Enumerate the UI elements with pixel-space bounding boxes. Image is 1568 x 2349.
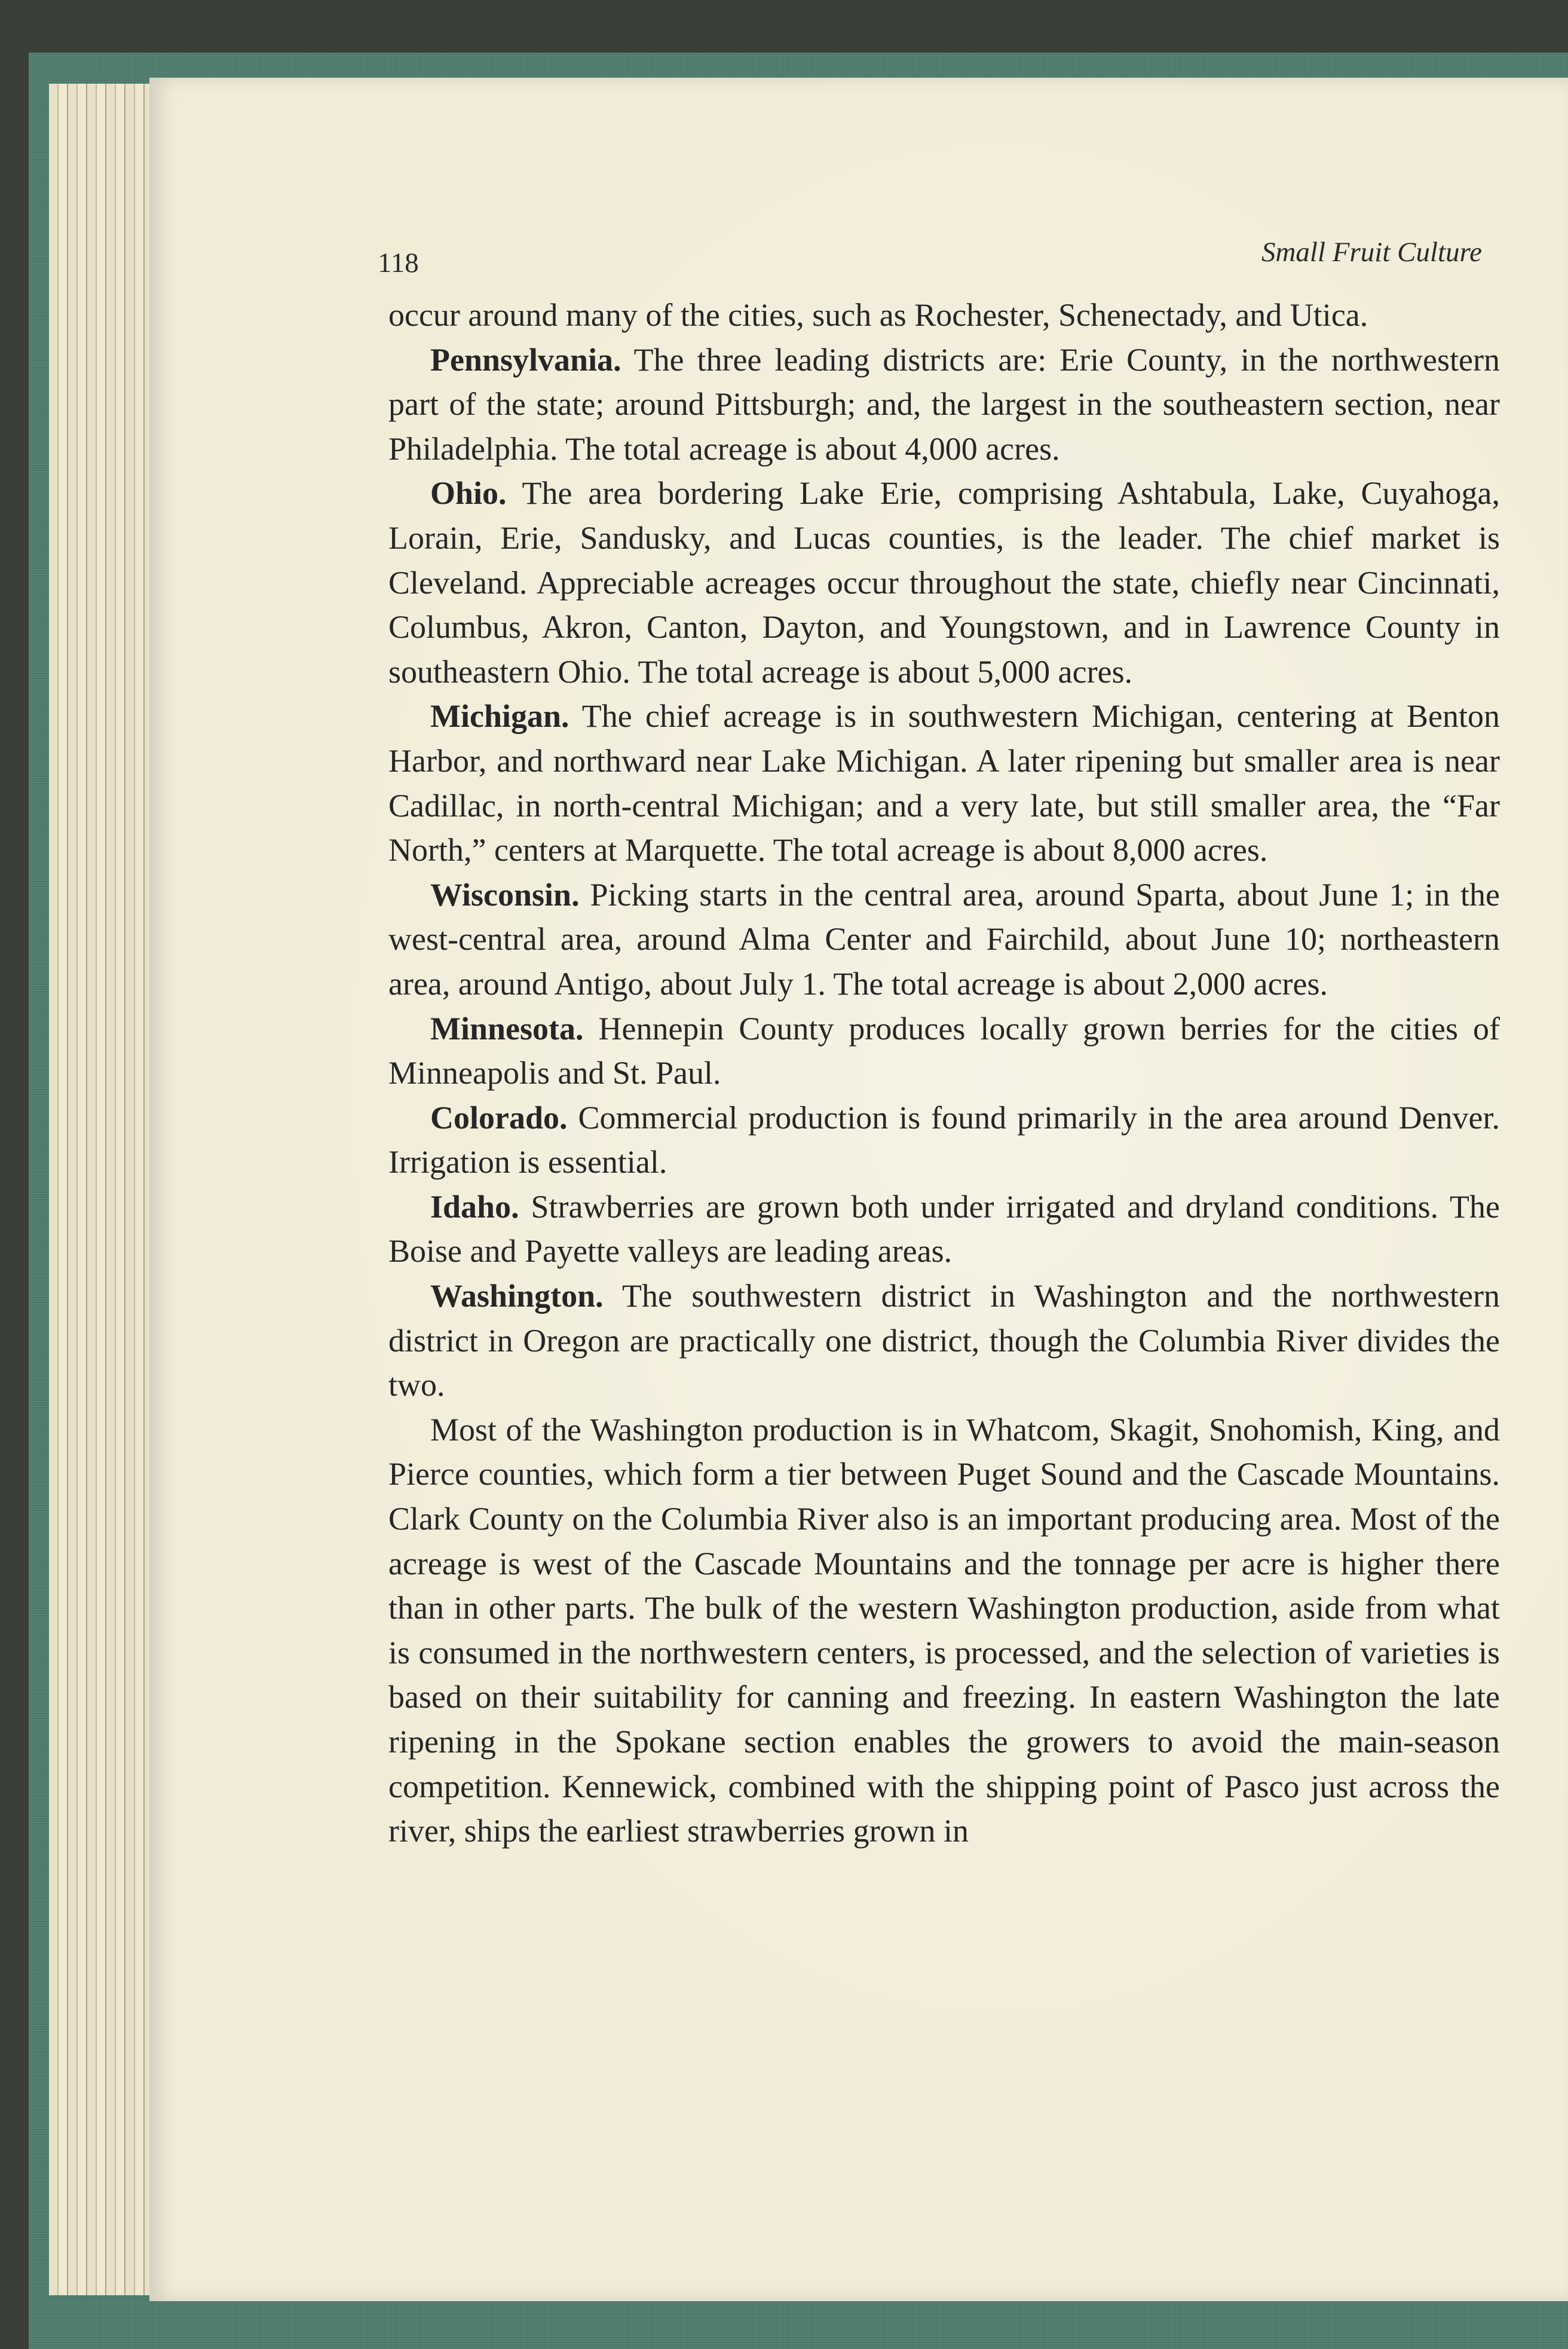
paragraph-text: The southwestern district in Washington and the northwestern district in Oregon are practically one district, though the Columbia River divides the two. (388, 1278, 1500, 1403)
paragraph-continuation (388, 293, 1500, 338)
paragraph-text: Hennepin County produces locally grown berries for the cities of Minneapolis and St. Paul. (388, 1010, 1500, 1091)
paragraph-text: occur around many of the cities, such as Rochester, Schenectady, and Utica. (388, 297, 1368, 333)
paragraph-text: Commercial production is found primarily in the area around Denver. Irrigation is essential. (388, 1099, 1500, 1180)
paragraph-text: The chief acreage is in southwestern Michigan, centering at Benton Harbor, and northward near Lake Michigan. A later ripening but smaller area is near Cadillac, in north-central Michigan; and a very late, but still smaller area, the “Far North,” centers at Marquette. The total acreage is about 8,000 acres. (388, 698, 1500, 868)
paragraph-text: The area bordering Lake Erie, comprising Ashtabula, Lake, Cuyahoga, Lorain, Erie, Sandusky, and Lucas counties, is the leader. The chief market is Cleveland. Appreciable acreages occur throughout the state, chiefly near Cincinnati, Columbus, Akron, Canton, Dayton, and Youngstown, and in Lawrence County in southeastern Ohio. The total acreage is about 5,000 acres. (388, 475, 1500, 690)
paragraph-text: Picking starts in the central area, around Sparta, about June 1; in the west-central area, around Alma Center and Fairchild, about June 10; northeastern area, around Antigo, about July 1. The total acreage is about 2,000 acres. (388, 876, 1500, 1002)
paragraph-washington (388, 1274, 1500, 1408)
paragraph-minnesota (388, 1007, 1500, 1096)
paragraph-text: The three leading districts are: Erie County, in the northwestern part of the state; around Pittsburgh; and, the largest in the southeastern section, near Philadelphia. The total acreage is about 4,000 acres. (388, 341, 1500, 467)
paragraph-pennsylvania (388, 338, 1500, 472)
section-heading: Michigan. (430, 698, 569, 735)
running-head (227, 236, 1482, 279)
paragraph-wisconsin (388, 873, 1500, 1007)
section-heading: Pennsylvania. (430, 341, 621, 378)
paragraph-idaho (388, 1185, 1500, 1274)
section-heading: Wisconsin. (430, 876, 580, 913)
section-heading: Idaho. (430, 1188, 519, 1225)
paragraph-colorado (388, 1096, 1500, 1185)
page-number: 118 (378, 247, 419, 279)
paragraph-ohio (388, 471, 1500, 694)
body-text (388, 293, 1500, 1853)
section-heading: Minnesota. (430, 1010, 584, 1047)
section-heading: Colorado. (430, 1099, 568, 1136)
section-heading: Washington. (430, 1278, 604, 1314)
paragraph-michigan (388, 694, 1500, 872)
paragraph-washington-production (388, 1408, 1500, 1853)
running-title: Small Fruit Culture (1261, 237, 1482, 268)
paragraph-text: Most of the Washington production is in Whatcom, Skagit, Snohomish, King, and Pierce counties, which form a tier between Puget Sound and the Cascade Mountains. Clark County on the Columbia River also is an important producing area. Most of the acreage is west of the Cascade Mountains and the tonnage per acre is higher there than in other parts. The bulk of the western Washington production, aside from what is consumed in the northwestern centers, is processed, and the selection of varieties is based on their suitability for canning and freezing. In eastern Washington the late ripening in the Spokane section enables the growers to avoid the main-season competition. Kennewick, combined with the shipping point of Pasco just across the river, ships the earliest strawberries grown in (388, 1411, 1500, 1849)
paragraph-text: Strawberries are grown both under irrigated and dryland conditions. The Boise and Payette valleys are leading areas. (388, 1188, 1500, 1270)
section-heading: Ohio. (430, 475, 507, 512)
